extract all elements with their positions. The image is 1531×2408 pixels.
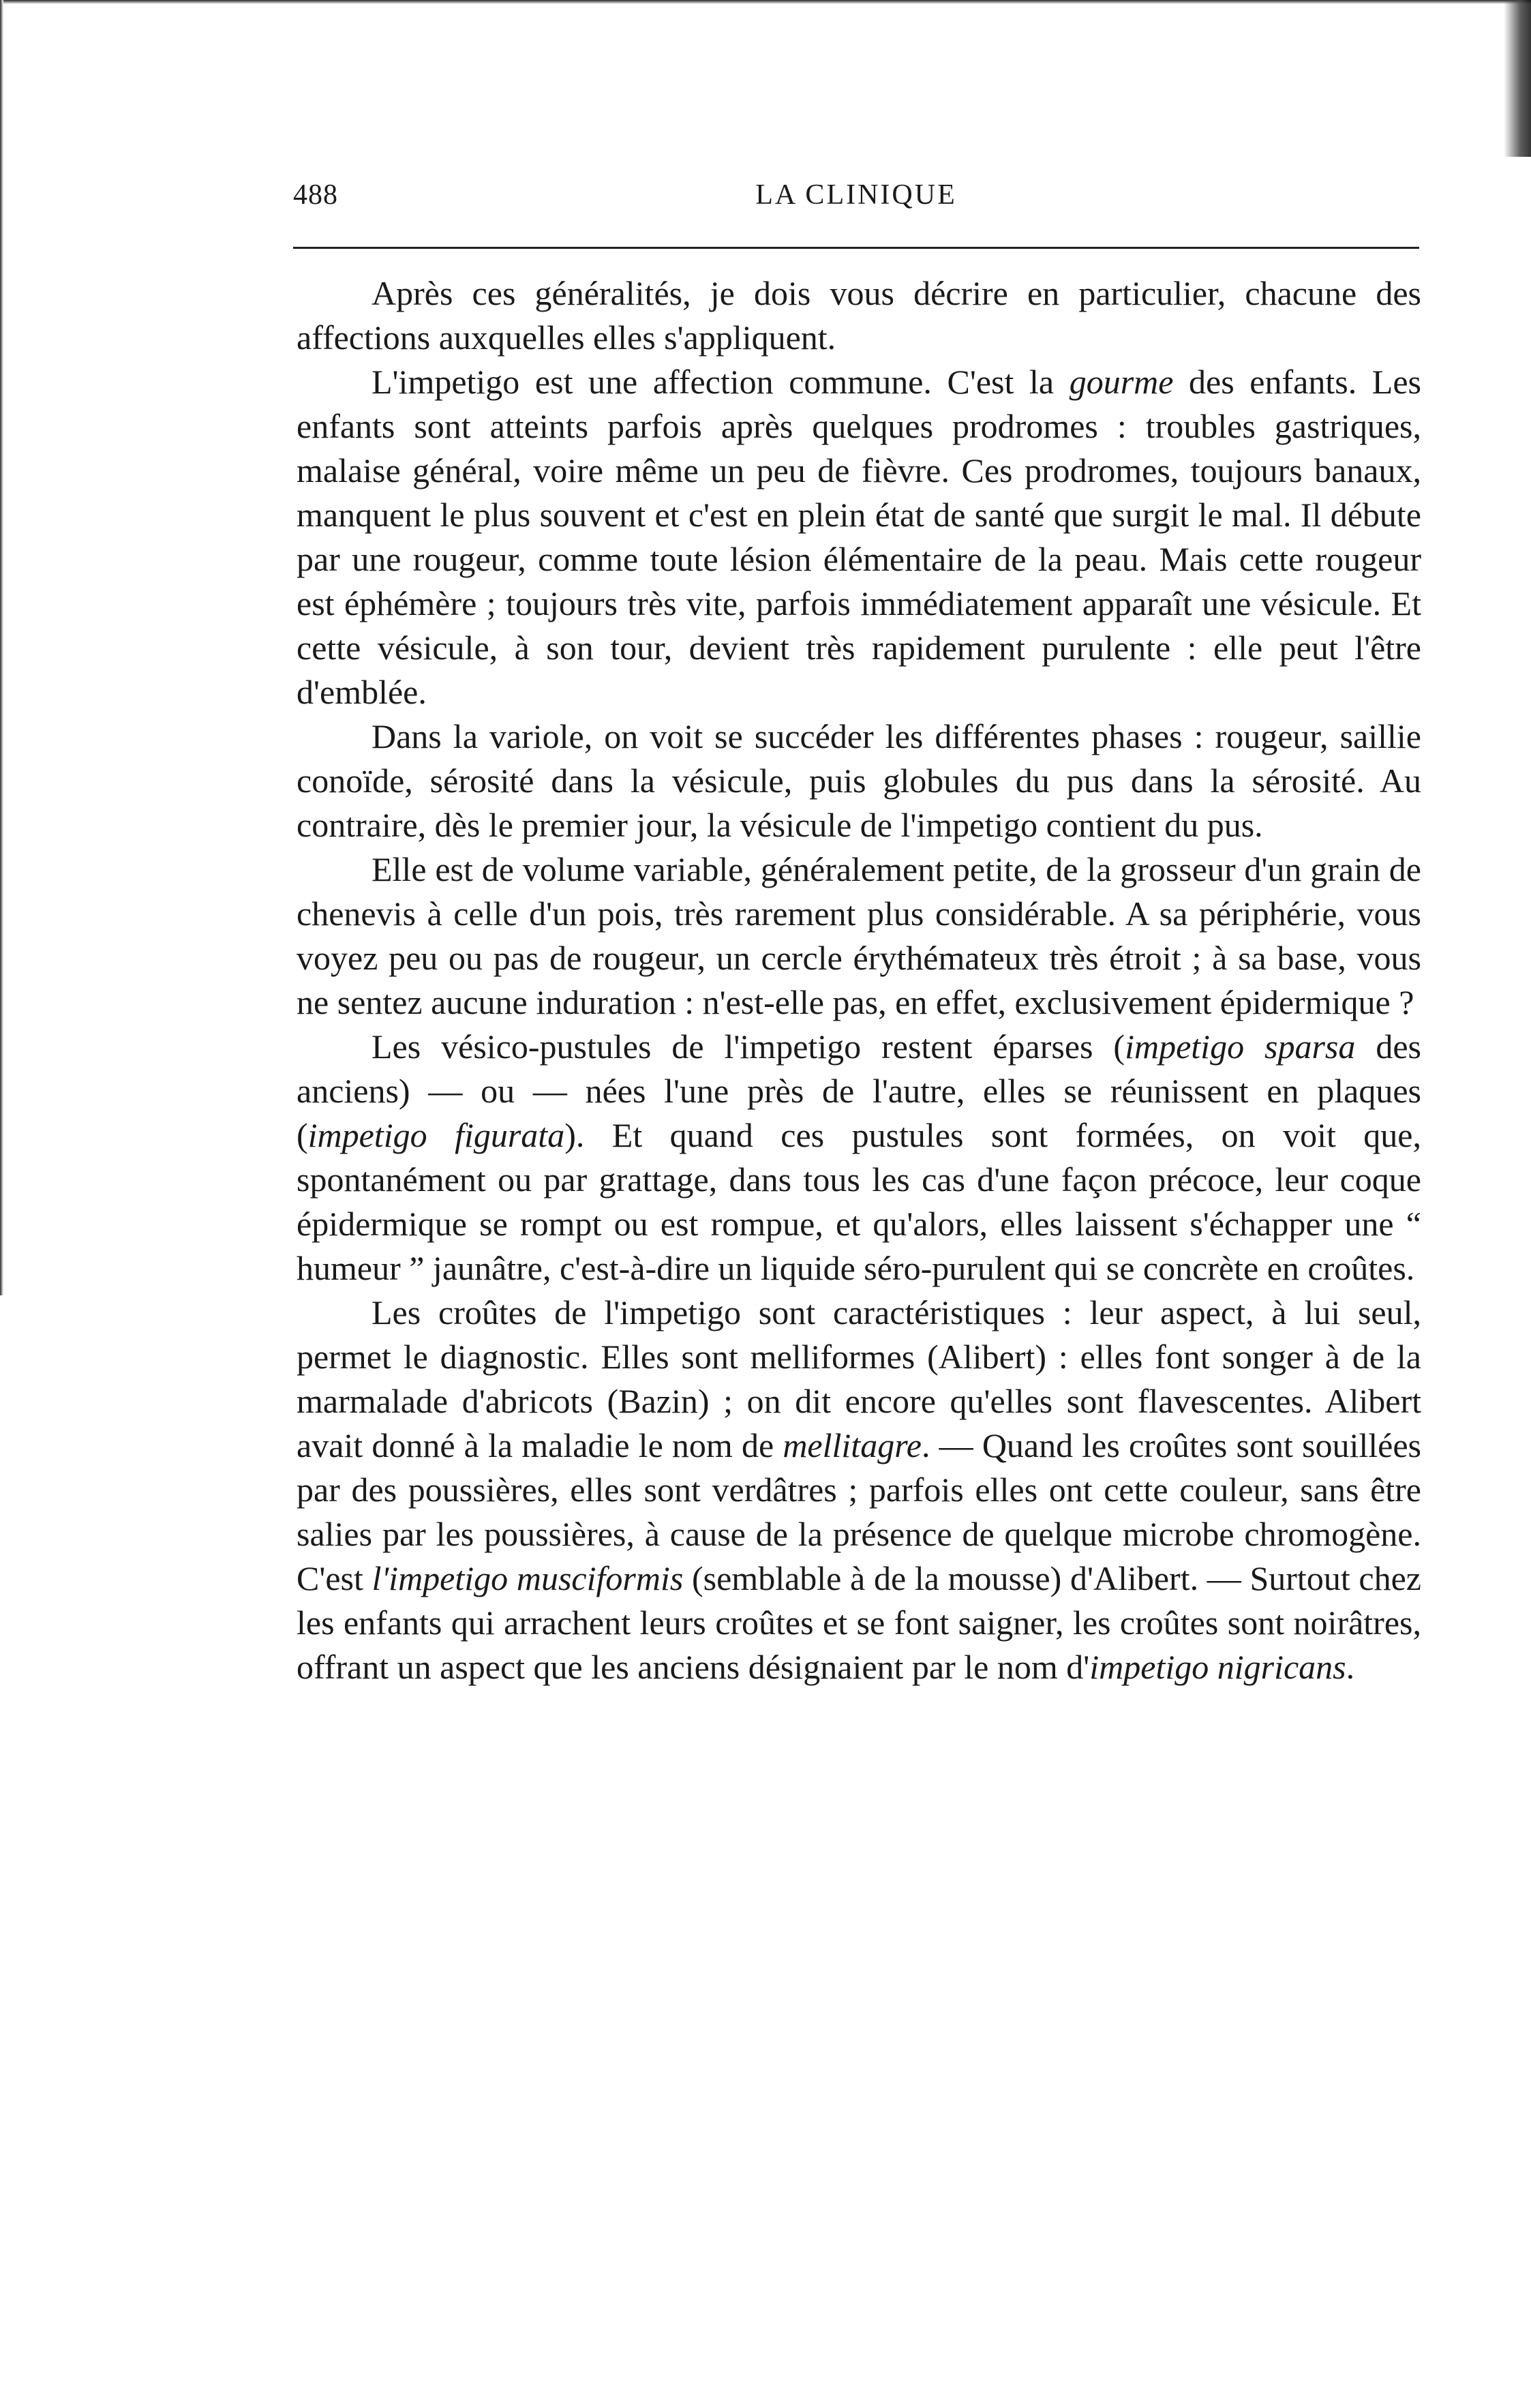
italic-text: l'impetigo musciformis	[372, 1559, 684, 1597]
italic-text: impetigo sparsa	[1125, 1027, 1356, 1066]
paragraph	[297, 847, 1421, 1025]
text-run: Les croûtes de l'impetigo sont caractéristiques : leur aspect, à lui seul, permet le diagnostic. Elles sont melliformes (Alibert) : elles font songer à de la marmalade d'abricots (Bazin) ; on dit encore qu'elles sont flavescentes. Alibert avait donné à la maladie le nom de	[297, 1293, 1421, 1464]
text-run: Après ces généralités, je dois vous décrire en particulier, chacune des affections auxquelles elles s'appliquent.	[297, 274, 1421, 357]
text-run: Dans la variole, on voit se succéder les différentes phases : rougeur, saillie conoïde, sérosité dans la vésicule, puis globules du pus dans la sérosité. Au contraire, dès le premier jour, la vésicule de l'impetigo contient du pus.	[297, 717, 1421, 844]
running-title: LA CLINIQUE	[755, 179, 957, 211]
paragraph	[297, 1291, 1421, 1689]
italic-text: impetigo nigricans	[1089, 1648, 1346, 1686]
text-run: (semblable à de la mousse) d'Alibert. — Surtout chez les enfants qui arrachent leurs croûtes et se font saigner, les croûtes sont noirâtres, offrant un aspect que les anciens désignaient par le nom d'	[297, 1559, 1421, 1686]
paragraph	[297, 1025, 1421, 1291]
paragraph	[297, 360, 1421, 714]
page-number: 488	[293, 179, 338, 211]
text-run: L'impetigo est une affection commune. C'est la	[372, 363, 1070, 401]
paragraph	[297, 714, 1421, 847]
body-text	[297, 271, 1421, 1689]
text-run: des anciens) — ou — nées l'une près de l'autre, elles se réunissent en plaques (	[297, 1027, 1422, 1154]
italic-text: mellitagre	[783, 1426, 922, 1464]
text-run: Les vésico-pustules de l'impetigo restent éparses (	[372, 1027, 1125, 1066]
text-run: . — Quand les croûtes sont souillées par des poussières, elles sont verdâtres ; parfois elles ont cette couleur, sans être salies par les poussières, à cause de la présence de quelque microbe chromogène. C'est	[297, 1426, 1421, 1597]
text-run: ). Et quand ces pustules sont formées, on voit que, spontanément ou par grattage, dans tous les cas d'une façon précoce, leur coque épidermique se rompt ou est rompue, et qu'alors, elles laissent s'échapper une “ humeur ” jaunâtre, c'est-à-dire un liquide séro-purulent qui se concrète en croûtes.	[297, 1116, 1421, 1287]
paragraph	[297, 271, 1421, 360]
text-run: .	[1346, 1648, 1355, 1686]
scan-shadow-corner	[1504, 0, 1531, 157]
text-run: des enfants. Les enfants sont atteints parfois après quelques prodromes : troubles gastriques, malaise général, voire même un peu de fièvre. Ces prodromes, toujours banaux, manquent le plus souvent et c'est en plein état de santé que surgit le mal. Il débute par une rougeur, comme toute lésion élémentaire de la peau. Mais cette rougeur est éphémère ; toujours très vite, parfois immédiatement apparaît une vésicule. Et cette vésicule, à son tour, devient très rapidement purulente : elle peut l'être d'emblée.	[297, 363, 1421, 711]
italic-text: gourme	[1069, 363, 1174, 401]
header-rule	[293, 247, 1419, 249]
scan-edge-left	[0, 0, 3, 1295]
italic-text: impetigo figurata	[307, 1116, 565, 1154]
scan-edge-top	[0, 0, 1531, 4]
page-header	[293, 179, 1419, 220]
text-run: Elle est de volume variable, généralement petite, de la grosseur d'un grain de chenevis à celle d'un pois, très rarement plus considérable. A sa périphérie, vous voyez peu ou pas de rougeur, un cercle érythémateux très étroit ; à sa base, vous ne sentez aucune induration : n'est-elle pas, en effet, exclusivement épidermique ?	[297, 850, 1421, 1021]
